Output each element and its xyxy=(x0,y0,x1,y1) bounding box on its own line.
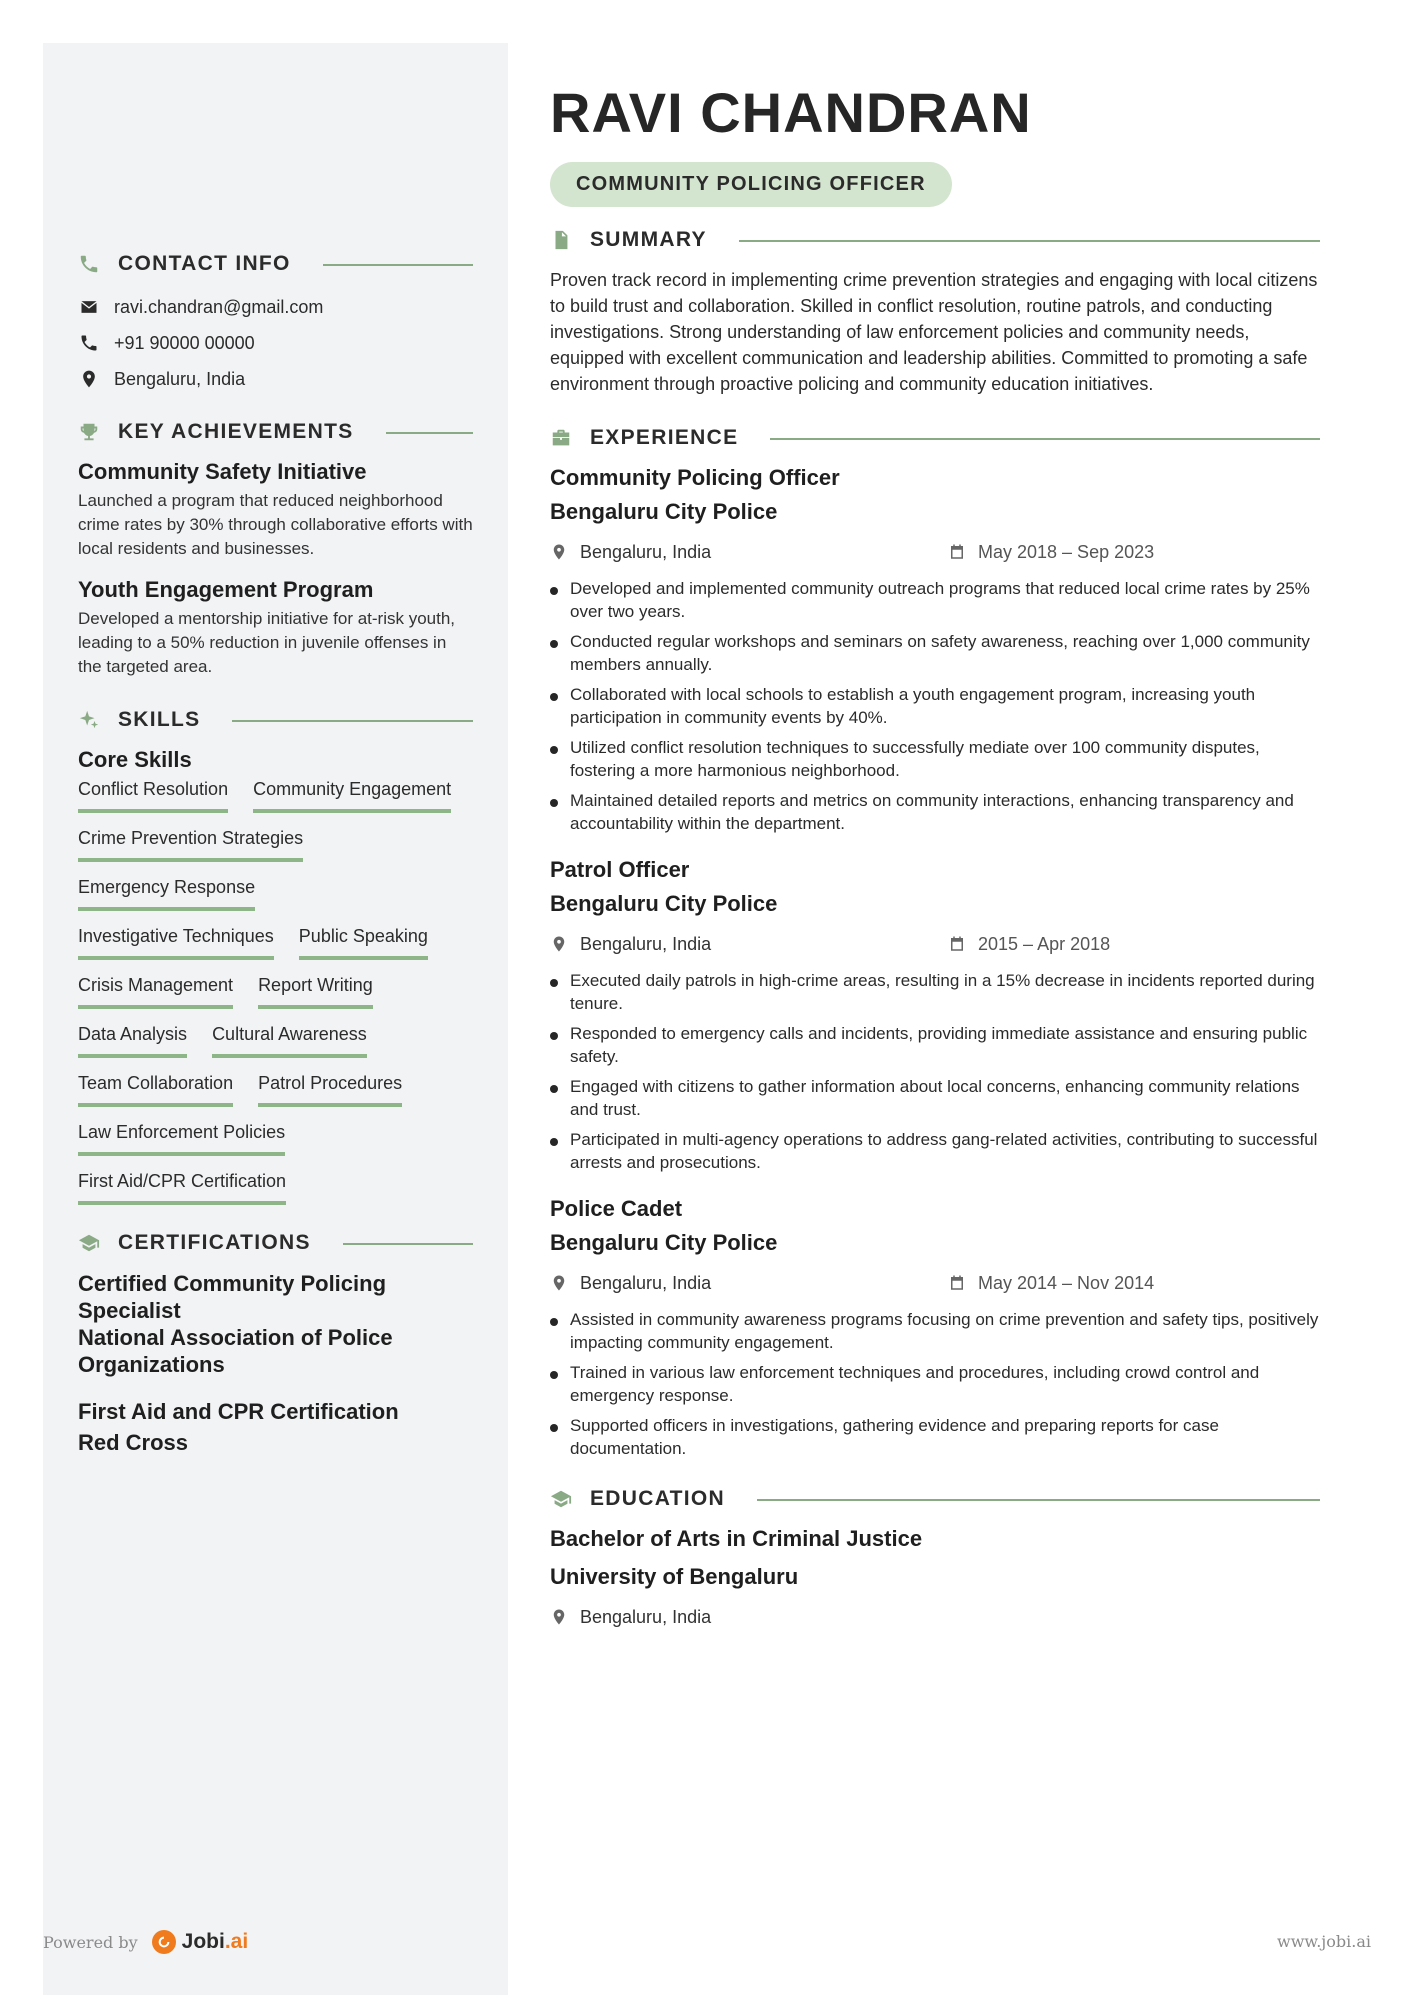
calendar-icon xyxy=(948,543,966,561)
skills-section-header xyxy=(78,703,473,737)
location-pin-icon xyxy=(78,368,100,390)
location-pin-icon xyxy=(550,1274,568,1292)
contact-phone-row xyxy=(78,325,473,361)
certifications-section-header xyxy=(78,1226,473,1260)
achievement-description: Developed a mentorship initiative for at-risk youth, leading to a 50% reduction in juvenile offenses in the targeted area. xyxy=(78,609,456,676)
job-location: Bengaluru, India xyxy=(580,1272,712,1293)
job-location: Bengaluru, India xyxy=(580,541,712,562)
footer-powered-by xyxy=(43,1930,248,1954)
certification-org: Red Cross xyxy=(78,1430,189,1455)
education-degree: Bachelor of Arts in Criminal Justice xyxy=(550,1526,923,1551)
list-item: Responded to emergency calls and incidents, providing immediate assistance and ensuring public safety. xyxy=(550,1022,1320,1068)
job-location: Bengaluru, India xyxy=(580,933,712,954)
achievement-item xyxy=(78,459,473,561)
education-entry xyxy=(550,1522,1320,1636)
education-section-title: EDUCATION xyxy=(590,1487,725,1510)
skill-chip: Conflict Resolution xyxy=(78,779,228,813)
achievements-section-title: KEY ACHIEVEMENTS xyxy=(118,420,354,443)
achievement-title: Youth Engagement Program xyxy=(78,577,374,602)
education-meta xyxy=(550,1598,1320,1636)
experience-section-title: EXPERIENCE xyxy=(590,426,739,449)
skills-subtitle: Core Skills xyxy=(78,747,192,772)
candidate-name: RAVI CHANDRAN xyxy=(550,81,1032,144)
briefcase-icon xyxy=(550,427,572,449)
job-dates: 2015 – Apr 2018 xyxy=(978,933,1111,954)
list-item: Trained in various law enforcement techniques and procedures, including crowd control and emergency response. xyxy=(550,1361,1320,1407)
contact-location-row xyxy=(78,361,473,397)
education-location: Bengaluru, India xyxy=(580,1606,712,1627)
skill-chip: Patrol Procedures xyxy=(258,1073,402,1107)
section-divider xyxy=(757,1499,1320,1501)
location-pin-icon xyxy=(550,935,568,953)
job-title: Patrol Officer xyxy=(550,857,690,882)
skill-chip: Community Engagement xyxy=(253,779,451,813)
job-dates: May 2014 – Nov 2014 xyxy=(978,1272,1155,1293)
education-school: University of Bengaluru xyxy=(550,1564,799,1589)
skill-chip: Cultural Awareness xyxy=(212,1024,367,1058)
graduation-cap-icon xyxy=(78,1232,100,1254)
section-divider xyxy=(770,438,1320,440)
document-icon xyxy=(550,229,572,251)
brand-name-ai: .ai xyxy=(224,1930,249,1953)
list-item: Engaged with citizens to gather information about local concerns, enhancing community relations and trust. xyxy=(550,1075,1320,1121)
section-divider xyxy=(232,720,473,722)
calendar-icon xyxy=(948,935,966,953)
section-divider xyxy=(343,1243,473,1245)
skill-chip: Investigative Techniques xyxy=(78,926,274,960)
certification-org: National Association of Police Organizations xyxy=(78,1325,393,1377)
jobi-logo-icon xyxy=(152,1930,176,1954)
contact-section-header xyxy=(78,247,473,281)
job-organization: Bengaluru City Police xyxy=(550,499,778,524)
list-item: Collaborated with local schools to establish a youth engagement program, increasing youth participation in community events by 40%. xyxy=(550,683,1320,729)
job-title: Police Cadet xyxy=(550,1196,683,1221)
job-entry xyxy=(550,1192,1320,1460)
phone-icon xyxy=(78,253,100,275)
achievement-item xyxy=(78,577,473,679)
skill-chip: Team Collaboration xyxy=(78,1073,233,1107)
brand-name-main: Jobi xyxy=(181,1930,225,1953)
main-content xyxy=(550,78,1320,1636)
job-meta xyxy=(550,533,1320,571)
job-meta xyxy=(550,1264,1320,1302)
job-bullets xyxy=(550,969,1320,1174)
job-title: Community Policing Officer xyxy=(550,465,840,490)
achievements-section-header xyxy=(78,415,473,449)
list-item: Developed and implemented community outreach programs that reduced local crime rates by 25% over two years. xyxy=(550,577,1320,623)
list-item: Maintained detailed reports and metrics on community interactions, enhancing transparency and accountability within the department. xyxy=(550,789,1320,835)
job-organization: Bengaluru City Police xyxy=(550,891,778,916)
skills-section-title: SKILLS xyxy=(118,708,201,731)
job-organization: Bengaluru City Police xyxy=(550,1230,778,1255)
phone-icon xyxy=(78,332,100,354)
section-divider xyxy=(739,240,1320,242)
skill-chip: Report Writing xyxy=(258,975,373,1009)
skill-chip: Public Speaking xyxy=(299,926,428,960)
calendar-icon xyxy=(948,1274,966,1292)
job-entry xyxy=(550,853,1320,1174)
list-item: Executed daily patrols in high-crime areas, resulting in a 15% decrease in incidents reported during tenure. xyxy=(550,969,1320,1015)
list-item: Supported officers in investigations, gathering evidence and preparing reports for case documentation. xyxy=(550,1414,1320,1460)
location-pin-icon xyxy=(550,1608,568,1626)
skill-chip: Emergency Response xyxy=(78,877,255,911)
job-meta xyxy=(550,925,1320,963)
contact-email-row xyxy=(78,289,473,325)
envelope-icon xyxy=(78,296,100,318)
job-entry xyxy=(550,461,1320,835)
section-divider xyxy=(323,264,473,266)
achievement-description: Launched a program that reduced neighborhood crime rates by 30% through collaborative efforts with local residents and businesses. xyxy=(78,491,473,558)
list-item: Assisted in community awareness programs focusing on crime prevention and safety tips, positively impacting community engagement. xyxy=(550,1308,1320,1354)
experience-section-header xyxy=(550,421,1320,455)
certifications-section-title: CERTIFICATIONS xyxy=(118,1231,311,1254)
skill-chip: Data Analysis xyxy=(78,1024,187,1058)
skill-chip: Crisis Management xyxy=(78,975,233,1009)
contact-location: Bengaluru, India xyxy=(114,368,246,389)
graduation-cap-icon xyxy=(550,1488,572,1510)
skill-chip: Law Enforcement Policies xyxy=(78,1122,285,1156)
contact-section-title: CONTACT INFO xyxy=(118,252,291,275)
skills-list xyxy=(78,779,473,1220)
certification-item xyxy=(78,1270,473,1378)
summary-section-header xyxy=(550,223,1320,257)
section-divider xyxy=(386,432,473,434)
education-section-header xyxy=(550,1482,1320,1516)
certification-item xyxy=(78,1398,473,1456)
summary-text: Proven track record in implementing crime prevention strategies and engaging with local citizens to build trust and collaboration. Skilled in conflict resolution, routine patrols, and conducting investigations. Strong understanding of law enforcement policies and community needs, equipped with excellent communication and leadership abilities. Committed to promoting a safe environment through proactive policing and community education initiatives. xyxy=(550,270,1318,394)
list-item: Participated in multi-agency operations to address gang-related activities, contributing to successful arrests and prosecutions. xyxy=(550,1128,1320,1174)
sparkle-icon xyxy=(78,709,100,731)
list-item: Conducted regular workshops and seminars on safety awareness, reaching over 1,000 community members annually. xyxy=(550,630,1320,676)
sidebar-content xyxy=(78,247,473,1456)
skill-chip: Crime Prevention Strategies xyxy=(78,828,303,862)
role-badge: COMMUNITY POLICING OFFICER xyxy=(550,162,952,207)
trophy-icon xyxy=(78,421,100,443)
footer-website[interactable]: www.jobi.ai xyxy=(1277,1932,1371,1951)
job-dates: May 2018 – Sep 2023 xyxy=(978,541,1155,562)
list-item: Utilized conflict resolution techniques to successfully mediate over 100 community disputes, fostering a more harmonious neighborhood. xyxy=(550,736,1320,782)
location-pin-icon xyxy=(550,543,568,561)
certification-name: First Aid and CPR Certification xyxy=(78,1399,399,1424)
job-bullets xyxy=(550,1308,1320,1460)
summary-section-title: SUMMARY xyxy=(590,228,707,251)
job-bullets xyxy=(550,577,1320,835)
achievement-title: Community Safety Initiative xyxy=(78,459,367,484)
skill-chip: First Aid/CPR Certification xyxy=(78,1171,286,1205)
contact-email[interactable]: ravi.chandran@gmail.com xyxy=(114,296,324,317)
powered-by-label: Powered by xyxy=(43,1932,138,1952)
brand-name[interactable] xyxy=(182,1930,249,1954)
certification-name: Certified Community Policing Specialist xyxy=(78,1271,387,1323)
contact-phone[interactable]: +91 90000 00000 xyxy=(114,332,255,353)
